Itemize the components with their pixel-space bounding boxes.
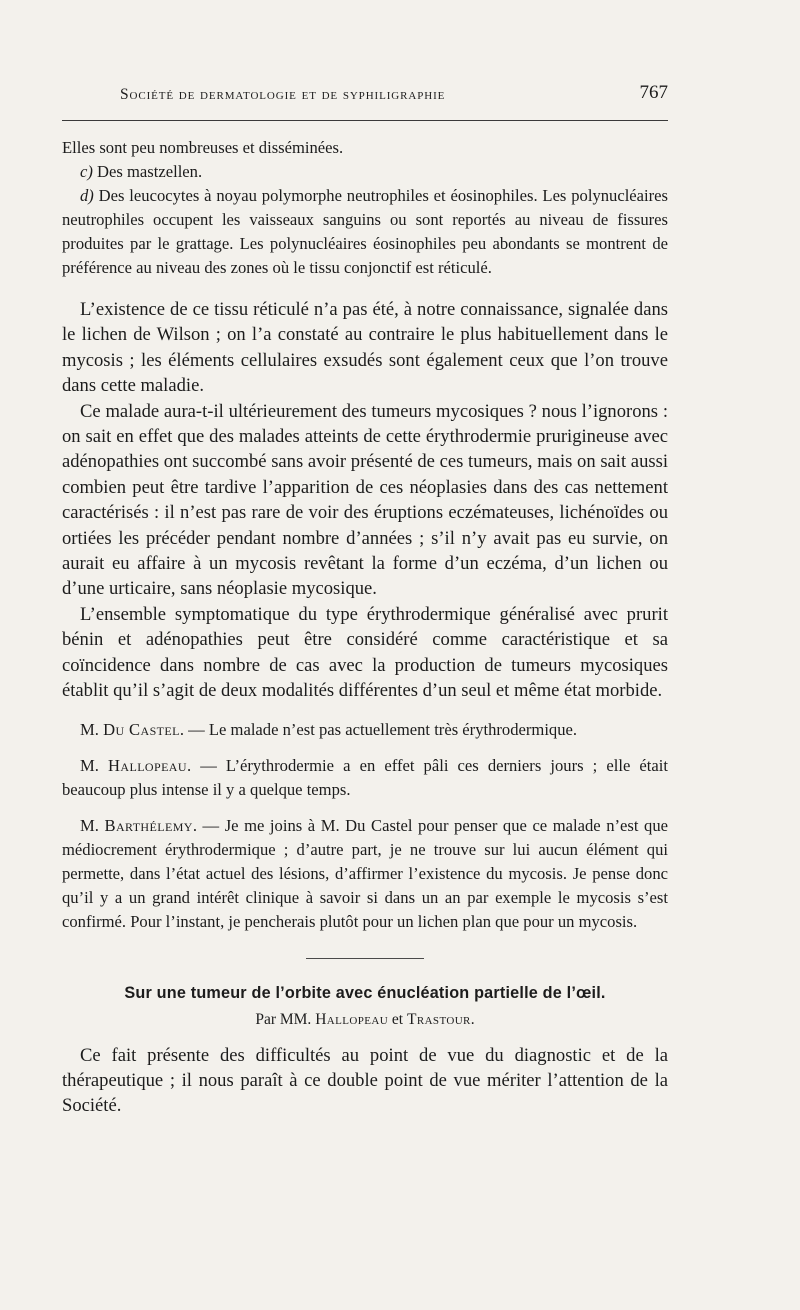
remark-text: . — L’érythrodermie a en effet pâli ces derniers jours ; elle était beaucoup plus intense il y a quelque temps. [62, 755, 668, 799]
authors-prefix: Par MM. [255, 1010, 316, 1028]
paragraph: L’ensemble symptomatique du type érythrodermique généralisé avec prurit bénin et adénopathies peut être considéré comme caractéristique et sa coïncidence dans nombre de cas avec la production de tumeurs mycosiques établit qu’il s’agit de deux modalités différentes d’un seul et même état morbide. [62, 603, 668, 702]
section-divider [306, 958, 424, 959]
remark-text: . — Je me joins à M. Du Castel pour penser que ce malade n’est que médiocrement érythrodermique ; d’autre part, je ne trouve sur lui aucun élément qui permette, dans l’état actuel des lésions, d’affirmer l’existence du mycosis. Je pense donc qu’il y a un grand intérêt clinique à savoir si dans un an par exemple le mycosis s’est confirmé. Pour l’instant, je pencherais plutôt pour un lichen plan que pour un mycosis. [62, 815, 668, 931]
article-authors [62, 1011, 668, 1029]
remark-du-castel [62, 718, 668, 742]
remarks [62, 718, 668, 934]
author-name: Trastour [406, 1010, 471, 1028]
page-number: 767 [639, 82, 668, 103]
remark-barthelemy [62, 814, 668, 934]
paragraph: Ce malade aura-t-il ultérieurement des tumeurs mycosiques ? nous l’ignorons : on sait en effet que des malades atteints de cette érythrodermie prurigineuse avec adénopathies ont succombé sans avoir présenté de ces tumeurs, mais on sait aussi combien peut être tardive l’apparition de ces néoplasies dans des cas nettement caractérisés : il n’est pas rare de voir des éruptions eczémateuses, lichénoïdes ou ortiées les précéder pendant nombre d’années ; s’il n’y avait pas eu survie, on aurait eu affaire à un mycosis revêtant la forme d’un eczéma, d’un lichen ou d’une urticaire, sans néoplasie mycosique. [62, 400, 668, 600]
speaker-name: Barthélemy [104, 815, 193, 835]
paragraph: L’existence de ce tissu réticulé n’a pas été, à notre connaissance, signalée dans le lichen de Wilson ; on l’a constaté au contraire le plus habituellement dans le mycosis ; les éléments cellulaires exsudés sont également ceux que l’on trouve dans cette maladie. [62, 299, 668, 397]
authors-conjunction: et [388, 1010, 407, 1028]
remark-text: . — Le malade n’est pas actuellement très érythrodermique. [179, 719, 578, 739]
speaker-name: Hallopeau [108, 755, 187, 775]
item-label: c) [80, 162, 93, 181]
speaker-prefix: M. [80, 719, 104, 739]
item-text: Des leucocytes à noyau polymorphe neutrophiles et éosinophiles. Les polynucléaires neutrophiles occupent les vaisseaux sanguins ou sont reportés au niveau de fissures produites par le grattage. Les polynucléaires éosinophiles peu abondants se montrent de préférence au niveau des zones où le tissu conjonctif est réticulé. [62, 186, 668, 277]
item-label: d) [80, 186, 94, 205]
authors-suffix: . [470, 1010, 475, 1028]
discussion [62, 297, 668, 704]
article-intro: Ce fait présente des difficultés au point de vue du diagnostic et de la thérapeutique ; il nous paraît à ce double point de vue mériter l’attention de la Société. [62, 1044, 668, 1117]
speaker-name: Du Castel [103, 719, 180, 739]
speaker-prefix: M. [80, 815, 105, 835]
page-header [62, 80, 668, 121]
remark-hallopeau [62, 754, 668, 802]
item-text: Des mastzellen. [92, 162, 203, 181]
page-body [62, 136, 668, 1119]
running-title: Société de dermatologie et de syphiligraphie [120, 86, 446, 103]
list-item-c [62, 160, 668, 184]
list-item-d [62, 184, 668, 280]
list-continuation: Elles sont peu nombreuses et disséminées. [62, 138, 344, 157]
findings-list [62, 136, 668, 280]
article-title: Sur une tumeur de l’orbite avec énucléation partielle de l’œil. [124, 983, 606, 1002]
speaker-prefix: M. [80, 755, 109, 775]
author-name: Hallopeau [315, 1010, 389, 1028]
